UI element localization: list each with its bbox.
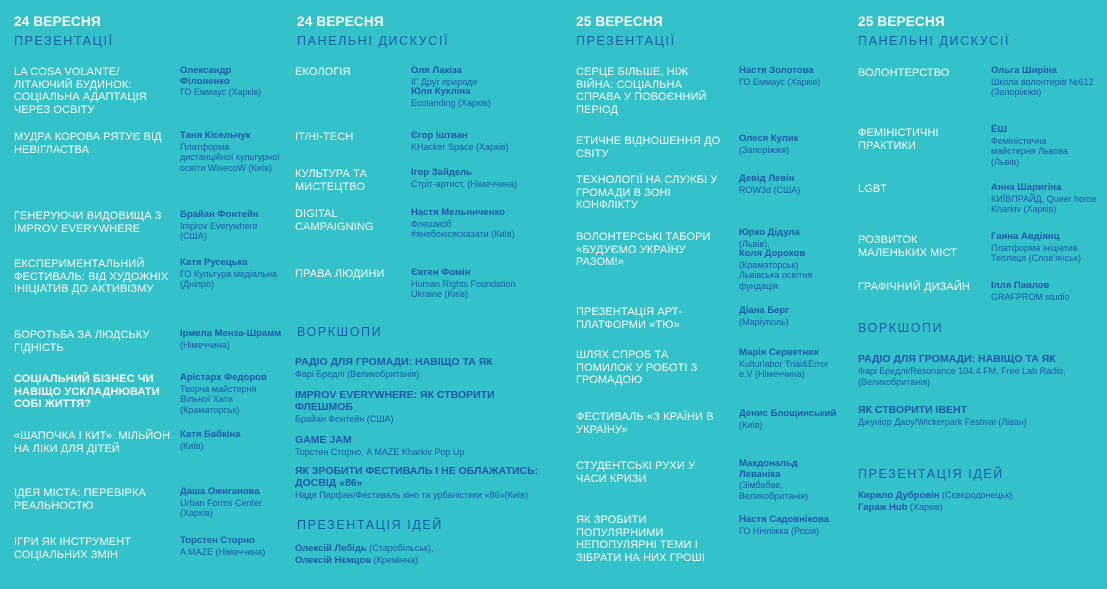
speaker: Девід Левін ROW3d (США) [739,173,801,195]
speaker: Денис Блощинський (Київ) [739,408,837,430]
speaker: Настя Мельниченко Флешмоб #янебоюсясказати (Київ) [411,207,515,239]
ideas-presenters: Олексій Лебідь (Старобільськ), Олексій Нємцов (Кремінна) [295,543,434,566]
date-heading: 24 ВЕРЕСНЯ [14,14,101,29]
speaker: Анна Шаригіна КИЇВПРАЙД, Queer home Kharkiv (Харків) [991,182,1097,214]
topic: СЕРЦЕ БІЛЬШЕ, НІЖ ВІЙНА: СОЦІАЛЬНА СПРАВА У ПОВОЄННИЙ ПЕРІОД [576,66,707,116]
panel-topic: ПРАВА ЛЮДИНИ [295,268,385,280]
speaker: Ганна Авдіянц Платформа ініціатив Теплиця (Слов'янськ) [991,231,1081,263]
speaker: Катя Русецька ГО Культура медіальна (Дніпро) [180,257,277,289]
panel-topic: ВОЛОНТЕРСТВО [858,67,950,79]
section-heading: ПАНЕЛЬНІ ДИСКУСІЇ [858,34,1011,48]
topic: «ШАПОЧКА І КИТ»: МІЛЬЙОН НА ЛІКИ ДЛЯ ДІТЕЙ [14,430,171,455]
topic: ЯК ЗРОБИТИ ПОПУЛЯРНИМИ НЕПОПУЛЯРНІ ТЕМИ І ЗІБРАТИ НА НИХ ГРОШІ [576,514,706,564]
section-heading: ПАНЕЛЬНІ ДИСКУСІЇ [297,34,450,48]
panel-topic: ФЕМІНІСТИЧНІ ПРАКТИКИ [858,127,939,152]
section-heading: ПРЕЗЕНТАЦІЇ [14,34,114,48]
topic: ШЛЯХ СПРОБ ТА ПОМИЛОК У РОБОТІ З ГРОМАДОЮ [576,349,698,386]
topic: ЕКСПЕРИМЕНТАЛЬНИЙ ФЕСТИВАЛЬ: ВІД ХУДОЖНІХ ІНІЦІАТИВ ДО АКТИВІЗМУ [14,258,169,295]
speaker: Даша Ожиганова Urban Forms Center (Харків) [180,486,263,518]
topic: ЕТИЧНЕ ВІДНОШЕННЯ ДО СВІТУ [576,135,721,160]
workshop: ЯК СТВОРИТИ ІВЕНТ Джуніор Даоу/Wickerpark Festival (Ліван) [858,404,1027,427]
topic: LA COSA VOLANTE/ ЛІТАЮЧИЙ БУДИНОК: СОЦІАЛЬНА АДАПТАЦІЯ ЧЕРЕЗ ОСВІТУ [14,66,147,116]
topic: МУДРА КОРОВА РЯТУЄ ВІД НЕВІГЛАСТВА [14,131,162,156]
speaker: Оля Лакіза ІГ Друг природи Юля Кукліна Ecolanding (Харків) [411,65,491,108]
topic: ФЕСТИВАЛЬ «З КРАЇНИ В УКРАЇНУ» [576,411,714,436]
topic: СОЦІАЛЬНИЙ БІЗНЕС ЧИ НАВІЩО УСКЛАДНЮВАТИ СОБІ ЖИТТЯ? [14,373,160,410]
panel-topic: РОЗВИТОК МАЛЕНЬКИХ МІСТ [858,234,958,259]
speaker: Єгор Іштван KHacker Space (Харків) [411,130,509,152]
workshops-heading: ВОРКШОПИ [297,325,383,339]
topic: ІДЕЯ МІСТА: ПЕРЕВІРКА РЕАЛЬНОСТЮ [14,487,146,512]
speaker: Арістарх Федоров Творча майстерня Вільної Хати (Краматорськ) [180,372,267,415]
panel-topic: IT/HI-TECH [295,131,354,143]
ideas-heading: ПРЕЗЕНТАЦІЯ ІДЕЙ [297,518,443,532]
speaker: Євген Фомін Human Rights Foundation Ukraine (Київ) [411,267,516,299]
topic: ВОЛОНТЕРСЬКІ ТАБОРИ «БУДУЄМО УКРАЇНУ РАЗОМ!» [576,231,711,268]
speaker: Ігор Зайдель Стріт-артист, (Німеччина) [411,167,518,189]
speaker: Олександр Філоненко ГО Еммаус (Харків) [180,65,262,97]
speaker: Макдональд Леваніка (Зімбабве, Великобританія) [739,458,809,501]
ideas-presenters: Кирило Дубровін (Сєвєродонецьк), Гараж Hub (Харків) [858,490,1015,513]
speaker: Брайан Фонтейн Improv Everywhere (США) [180,209,259,241]
topic: БОРОТЬБА ЗА ЛЮДСЬКУ ГІДНІСТЬ [14,329,150,354]
date-heading: 25 ВЕРЕСНЯ [858,14,945,29]
ideas-heading: ПРЕЗЕНТАЦІЯ ІДЕЙ [858,467,1004,481]
workshops-heading: ВОРКШОПИ [858,321,944,335]
speaker: Марія Серветник Kulturlabor Trial&Error e.V (Німеччина) [739,347,829,379]
section-heading: ПРЕЗЕНТАЦІЇ [576,34,676,48]
speaker: Таня Кісельчук Платформа дистанційної культурної освіти WisecoW (Київ) [180,130,280,173]
workshop: IMPROV EVERYWHERE: ЯК СТВОРИТИ ФЛЕШМОБ Брайан Фонтейн (США) [295,389,495,424]
date-heading: 24 ВЕРЕСНЯ [297,14,384,29]
workshop: РАДІО ДЛЯ ГРОМАДИ: НАВІЩО ТА ЯК Фарі Бредлі/Resonance 104.4 FM, Free Lab Radio, (Великобританія) [858,353,1066,387]
speaker: Юрко Дідула (Львів), Коля Дорохов (Краматорськ) Львівська освітня фундація [739,227,813,291]
topic: ТЕХНОЛОГІЇ НА СЛУЖБІ У ГРОМАДИ В ЗОНІ КОНФЛІКТУ [576,174,718,211]
panel-topic: LGBT [858,183,888,195]
speaker: ЁШ Феміністична майстерня Львова (Львів) [991,124,1069,167]
panel-topic: DIGITAL CAMPAIGNING [295,208,374,233]
topic: ГЕНЕРУЮЧИ ВИДОВИЩА З IMPROV EVERYWHERE [14,210,162,235]
speaker: Діана Берг (Маріуполь) [739,305,790,327]
speaker: Настя Садовнікова ГО Нічліжка (Росія) [739,514,830,536]
workshop: РАДІО ДЛЯ ГРОМАДИ: НАВІЩО ТА ЯК Фарі Бредлі (Великобританія) [295,356,493,379]
topic: ПРЕЗЕНТАЦІЯ АРТ- ПЛАТФОРМИ «ТЮ» [576,306,683,331]
speaker: Настя Золотова ГО Еммаус (Харків) [739,65,821,87]
speaker: Олеся Кулик (Запоріжжя) [739,133,799,155]
speaker: Катя Бабкіна (Київ) [180,429,241,451]
date-heading: 25 ВЕРЕСНЯ [576,14,663,29]
panel-topic: КУЛЬТУРА ТА МИСТЕЦТВО [295,168,367,193]
speaker: Торстен Сторно A MAZE (Німеччина) [180,535,266,557]
topic: СТУДЕНТСЬКІ РУХИ У ЧАСИ КРИЗИ [576,460,696,485]
speaker: Ольга Ширіна Школа волонтерів №612 (Запоріжжя) [991,65,1094,97]
speaker: Ірмела Менза-Шрамм (Німеччина) [180,328,282,350]
speaker: Ілля Павлов GRAFPROM studio [991,280,1070,302]
workshop: ЯК ЗРОБИТИ ФЕСТИВАЛЬ І НЕ ОБЛАЖАТИСЬ: ДОСВІД «86» Надя Парфан/Фестиваль кіно та урбаністики «86»(Київ) [295,465,539,500]
topic: ІГРИ ЯК ІНСТРУМЕНТ СОЦІАЛЬНИХ ЗМІН [14,536,132,561]
workshop: GAME JAM Торстен Сторно, A MAZE Kharkiv Pop Up [295,434,465,457]
panel-topic: ГРАФІЧНИЙ ДИЗАЙН [858,281,970,293]
panel-topic: ЕКОЛОГІЯ [295,66,351,78]
